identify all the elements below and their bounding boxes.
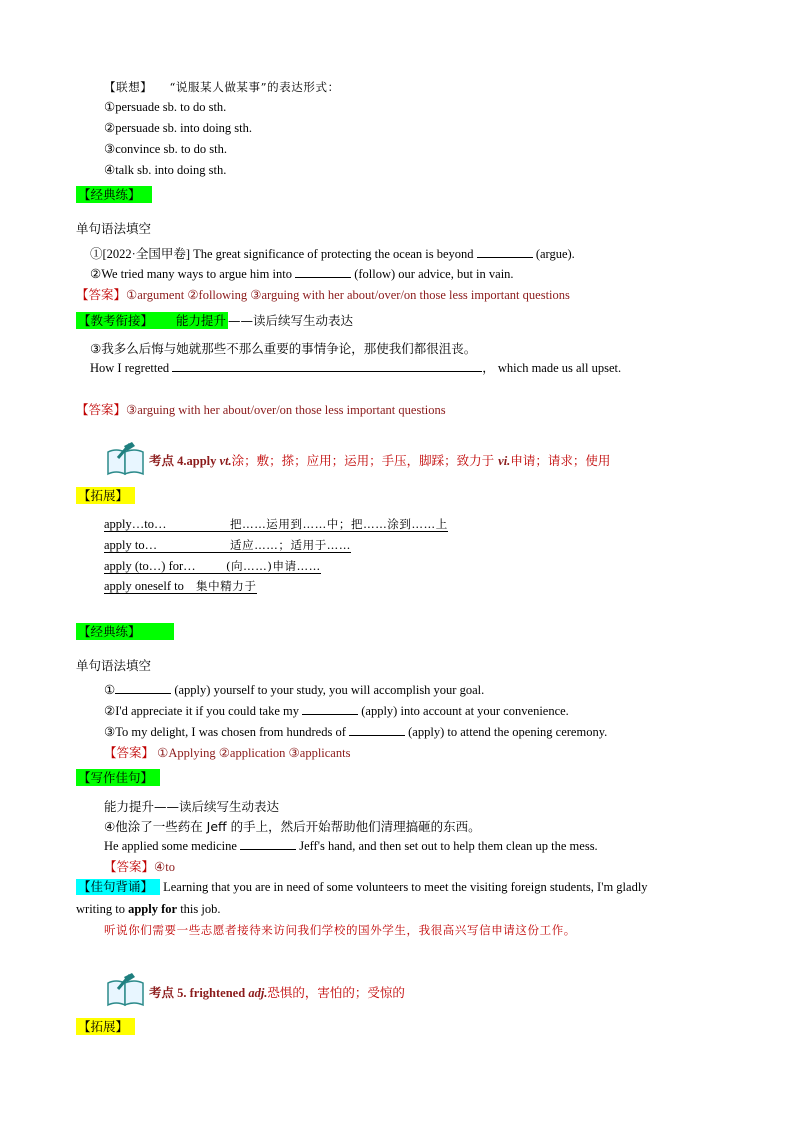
practice1-q1: ①[2022·全国甲卷] The great significance of protecting the ocean is beyond (argue). [90,247,575,261]
tuozhan1-row: apply to… 适应……；适用于…… [104,538,351,552]
tuozhan1-tag: 【拓展】 [76,487,135,505]
xiezuo-line1: 能力提升——读后续写生动表达 [104,799,280,814]
xiezuo-q4-cn: ④他涂了一些药在 Jeff 的手上，然后开始帮助他们清理搞砸的东西。 [104,819,481,834]
jiaju-line1: 【佳句背诵】 Learning that you are in need of some volunteers to meet the visiting foreign students, I'm gladly [78,879,648,894]
jiaokao-tag2: 能力提升 [170,312,228,329]
jiaokao-tag: 【教考衔接】 [76,312,170,329]
practice1-q2: ②We tried many ways to argue him into (follow) our advice, but in vain. [90,267,514,281]
practice2-heading: 单句语法填空 [76,658,152,673]
practice2-q3: ③To my delight, I was chosen from hundreds of (apply) to attend the opening ceremony. [104,725,608,739]
tuozhan1-row: apply oneself to 集中精力于 [104,579,257,593]
xiezuo-q4: He applied some medicine Jeff's hand, and then set out to help them clean up the mess. [104,839,598,853]
jiaokao-q3: How I regretted ， which made us all upset. [90,361,622,375]
jiaju-tag: 【佳句背诵】 [76,879,160,895]
tuozhan2-tag: 【拓展】 [76,1018,135,1036]
xiezuo-answer: 【答案】④to [104,859,175,874]
jiaokao-line: 【教考衔接】 能力提升 ——读后续写生动表达 [78,313,354,328]
lianxiang-line [104,79,340,95]
kaodian5-heading: 考点 5. frightened adj.恐惧的，害怕的；受惊的 [149,985,405,1000]
jiaokao-q3-cn: ③我多么后悔与她就那些不那么重要的事情争论，那使我们都很沮丧。 [90,341,477,356]
tuozhan1-row: apply (to…) for… (向……)申请…… [104,559,321,573]
lianxiang-item: ③convince sb. to do sth. [104,142,227,156]
practice2-q1: ① (apply) yourself to your study, you will accomplish your goal. [104,683,485,697]
notebook-pencil-icon [104,442,148,476]
lianxiang-item: ④talk sb. into doing sth. [104,163,227,177]
jiaju-translation: 听说你们需要一些志愿者接待来访问我们学校的国外学生，我很高兴写信申请这份工作。 [104,923,576,937]
practice1-answer: 【答案】①argument ②following ③arguing with her about/over/on those less important questions [76,287,570,302]
lianxiang-item: ②persuade sb. into doing sth. [104,121,252,135]
kaodian4-heading: 考点 4.apply vt.涂；敷；搽；应用；运用；手压，脚踩；致力于 vi.申请；请求；使用 [149,453,611,468]
lianxiang-tag: 【联想】 [104,80,153,94]
xiezuo-tag: 【写作佳句】 [76,769,160,787]
practice2-tag: 【经典练】 [76,623,174,641]
practice2-q2: ②I'd appreciate it if you could take my (apply) into account at your convenience. [104,704,569,718]
practice2-answer: 【答案】 ①Applying ②application ③applicants [104,745,351,760]
jiaju-line2: writing to apply for this job. [76,902,221,916]
notebook-pencil-icon [104,973,148,1007]
tuozhan1-row: apply…to… 把……运用到……中；把……涂到……上 [104,517,448,531]
practice1-tag: 【经典练】 [76,186,152,204]
jiaokao-answer: 【答案】③arguing with her about/over/on those less important questions [76,402,446,417]
practice1-heading: 单句语法填空 [76,221,152,236]
lianxiang-title: “说服某人做某事”的表达形式： [169,80,340,94]
lianxiang-item: ①persuade sb. to do sth. [104,100,227,114]
